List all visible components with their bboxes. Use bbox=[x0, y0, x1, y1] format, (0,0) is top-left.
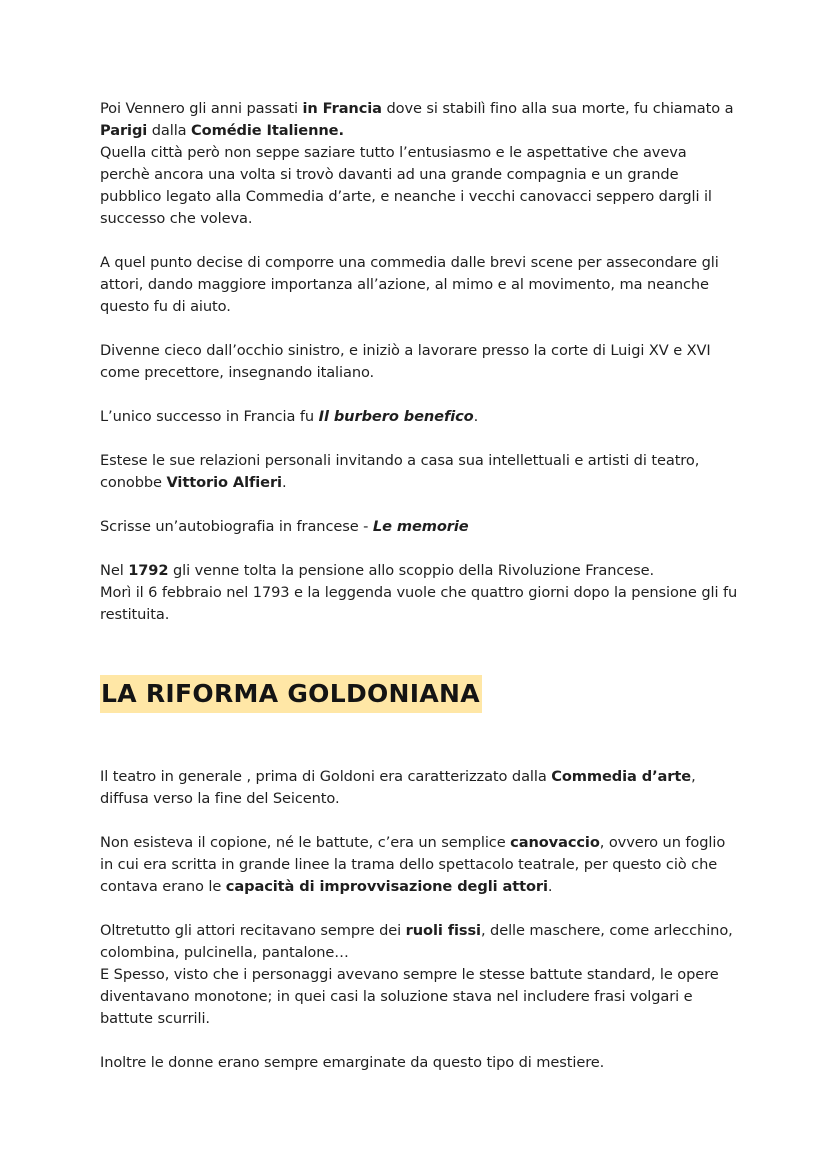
paragraph-short-scenes: A quel punto decise di comporre una commedia dalle brevi scene per assecondare gli attori, dando maggiore importanza all’azione, al mimo e al movimento, ma neanche questo fu di aiuto. bbox=[100, 254, 719, 315]
bold-run: canovaccio bbox=[510, 834, 600, 851]
paragraph-fixed-roles bbox=[100, 920, 740, 964]
text-run: Il teatro in generale , prima di Goldoni era caratterizzato dalla bbox=[100, 768, 552, 785]
paragraph-autobiography bbox=[100, 516, 740, 538]
text-run: Nel bbox=[100, 562, 129, 579]
text-run: Scrisse un’autobiografia in francese - bbox=[100, 518, 373, 535]
text-run: dove si stabilì fino alla sua morte, fu chiamato a bbox=[381, 100, 734, 117]
bold-italic-run: Le memorie bbox=[372, 518, 469, 535]
paragraph-death: Morì il 6 febbraio nel 1793 e la leggenda vuole che quattro giorni dopo la pensione gli fu restituita. bbox=[100, 584, 738, 623]
text-run: L’unico successo in Francia fu bbox=[100, 408, 319, 425]
text-run: , delle maschere, come arlecchino, colombina, pulcinella, pantalone… bbox=[100, 922, 733, 961]
text-run: . bbox=[473, 408, 479, 425]
text-run: Non esisteva il copione, né le battute, c’era un semplice bbox=[100, 834, 511, 851]
paragraph-paris-disappointment: Quella città però non seppe saziare tutto l’entusiasmo e le aspettative che aveva perchè ancora una volta si trovò davanti ad una grande compagnia e un grande pubblico legato alla Commedia d’arte, e neanche i vecchi canovacci seppero dargli il successo che voleva. bbox=[100, 144, 712, 227]
paragraph-canovaccio bbox=[100, 832, 740, 898]
text-run: . bbox=[281, 474, 287, 491]
text-run: Estese le sue relazioni personali invitando a casa sua intellettuali e artisti di teatro, conobbe bbox=[100, 452, 700, 491]
paragraph-blindness-court: Divenne cieco dall’occhio sinistro, e iniziò a lavorare presso la corte di Luigi XV e XVI come precettore, insegnando italiano. bbox=[100, 342, 711, 381]
section-heading-wrap bbox=[100, 648, 740, 713]
bold-run: Parigi bbox=[100, 122, 148, 139]
paragraph-commedia-arte bbox=[100, 766, 740, 810]
text-run: . bbox=[547, 878, 553, 895]
text-run: Oltretutto gli attori recitavano sempre dei bbox=[100, 922, 406, 939]
paragraph-monotony: E Spesso, visto che i personaggi avevano sempre le stesse battute standard, le opere diventavano monotone; in quei casi la soluzione stava nel includere frasi volgari e battute scurrili. bbox=[100, 966, 719, 1027]
bold-run: ruoli fissi bbox=[405, 922, 481, 939]
text-run: Poi Vennero gli anni passati bbox=[100, 100, 303, 117]
paragraph-women: Inoltre le donne erano sempre emarginate da questo tipo di mestiere. bbox=[100, 1054, 605, 1071]
text-run: gli venne tolta la pensione allo scoppio della Rivoluzione Francese. bbox=[168, 562, 655, 579]
bold-run: Commedia d’arte bbox=[551, 768, 692, 785]
paragraph-france-arrival bbox=[100, 98, 740, 142]
bold-run: capacità di improvvisazione degli attori bbox=[225, 878, 548, 895]
bold-run: Comédie Italienne. bbox=[191, 122, 344, 139]
paragraph-relations bbox=[100, 450, 740, 494]
section-heading: LA RIFORMA GOLDONIANA bbox=[100, 675, 482, 713]
text-run: , ovvero un foglio in cui era scritta in grande linee la trama dello spettacolo teatrale, per questo ciò che contava erano le bbox=[100, 834, 726, 895]
text-run: dalla bbox=[147, 122, 192, 139]
bold-italic-run: Il burbero benefico bbox=[318, 408, 474, 425]
bold-run: in Francia bbox=[302, 100, 382, 117]
paragraph-pension-removed bbox=[100, 560, 740, 582]
text-run: , diffusa verso la fine del Seicento. bbox=[100, 768, 696, 807]
document-page bbox=[100, 98, 740, 1096]
bold-run: 1792 bbox=[128, 562, 169, 579]
paragraph-only-success bbox=[100, 406, 740, 428]
bold-run: Vittorio Alfieri bbox=[166, 474, 282, 491]
